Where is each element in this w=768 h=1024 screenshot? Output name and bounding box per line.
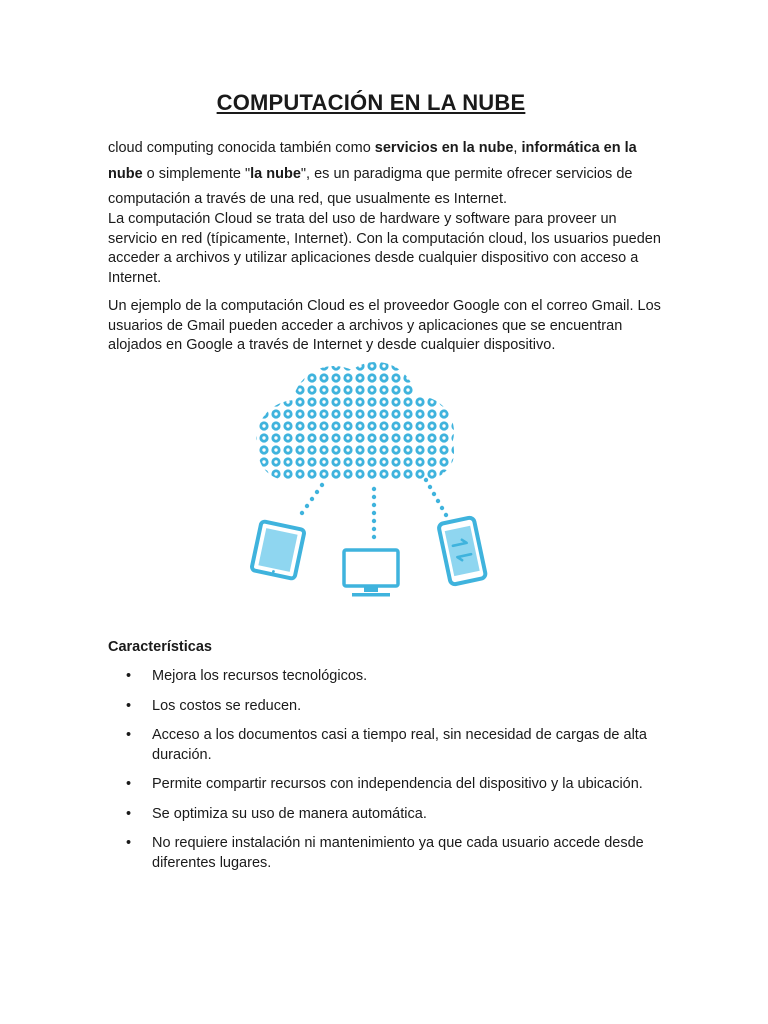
list-item-text: Mejora los recursos tecnológicos. (152, 668, 368, 684)
intro-text-2: , (513, 140, 522, 156)
intro-text-1: cloud computing conocida también como (108, 140, 375, 156)
characteristics-heading: Características (108, 639, 212, 655)
list-item-text: No requiere instalación ni mantenimiento ya que cada usuario accede desde diferentes lugares. (152, 835, 644, 871)
intro-paragraph (108, 136, 668, 213)
connection-lines (300, 478, 448, 539)
bullet-icon: • (126, 668, 132, 684)
list-item (108, 805, 668, 825)
intro-bold-1: servicios en la nube (374, 140, 514, 156)
definition-paragraph: La computación Cloud se trata del uso de hardware y software para proveer un servicio en red (típicamente, Internet). Con la computación cloud, los usuarios pueden acceder a archivos y utilizar aplicaciones desde cualquier dispositivo con acceso a Internet. (108, 211, 661, 286)
list-item (108, 726, 668, 765)
intro-text-3: o simplemente " (142, 165, 251, 182)
list-item (108, 697, 668, 717)
cloud-devices-graphic (246, 360, 506, 605)
cloud-icon (246, 360, 506, 490)
cloud-computing-illustration (246, 360, 506, 605)
bullet-icon: • (126, 727, 132, 743)
list-item-text: Permite compartir recursos con independencia del dispositivo y la ubicación. (152, 776, 643, 792)
intro-bold-2: informática en la nube (108, 140, 637, 182)
example-paragraph: Un ejemplo de la computación Cloud es el proveedor Google con el correo Gmail. Los usuarios de Gmail pueden acceder a archivos y aplicaciones que se encuentran alojados en Google a través de Internet y desde cualquier dispositivo. (108, 298, 661, 353)
list-item-text: Los costos se reducen. (152, 697, 302, 714)
intro-text-4: ", es un paradigma que permite ofrecer servicios de computación a través de una red, que usualmente es Internet. (108, 165, 633, 207)
smartphone-icon (438, 517, 486, 585)
bullet-icon: • (126, 776, 132, 792)
bullet-icon: • (126, 697, 132, 714)
page-title: COMPUTACIÓN EN LA NUBE (216, 90, 526, 115)
bullet-icon: • (126, 835, 132, 851)
list-item-text: Acceso a los documentos casi a tiempo real, sin necesidad de cargas de alta duración. (152, 727, 647, 763)
characteristics-list (108, 667, 668, 883)
list-item (108, 834, 668, 873)
bullet-icon: • (126, 805, 132, 822)
intro-bold-3: la nube (250, 165, 301, 182)
list-item-text: Se optimiza su uso de manera automática. (152, 805, 427, 822)
monitor-icon (344, 550, 398, 597)
tablet-icon (251, 521, 304, 579)
list-item (108, 775, 668, 795)
list-item (108, 667, 668, 687)
